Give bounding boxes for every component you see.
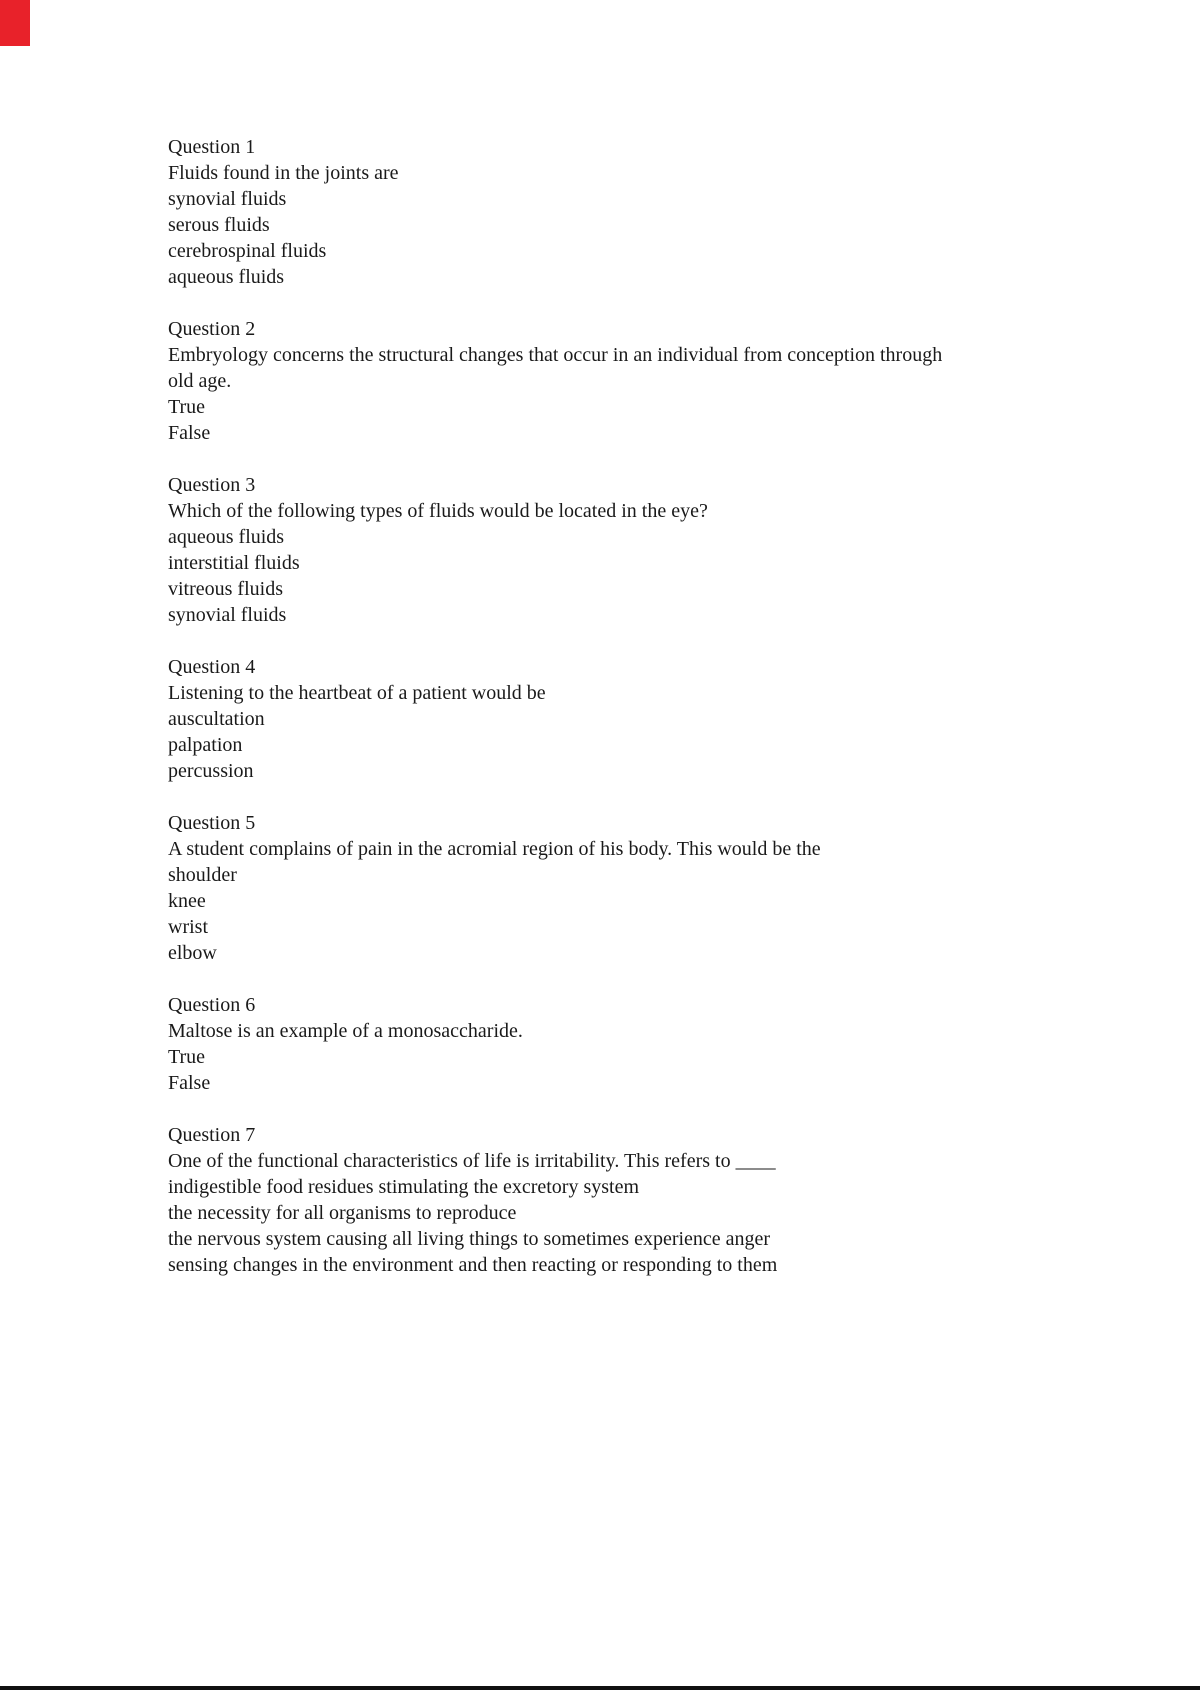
answer-option: percussion [168,760,254,782]
question-block-6 [168,992,946,1096]
answer-option: True [168,396,206,418]
question-block-7 [168,1122,946,1278]
answer-option: cerebrospinal fluids [168,240,327,262]
question-prompt: One of the functional characteristics of life is irritability. This refers to ____ [168,1150,776,1172]
answer-option: True [168,1046,206,1068]
quiz-content [168,134,946,1304]
question-prompt: Which of the following types of fluids would be located in the eye? [168,500,708,522]
answer-option: sensing changes in the environment and then reacting or responding to them [168,1254,778,1276]
answer-option: serous fluids [168,214,270,236]
answer-option: elbow [168,942,217,964]
answer-option: aqueous fluids [168,526,285,548]
question-block-5 [168,810,946,966]
answer-option: synovial fluids [168,188,287,210]
answer-option: the necessity for all organisms to reproduce [168,1202,517,1224]
answer-option: vitreous fluids [168,578,283,600]
answer-option: knee [168,890,206,912]
question-block-4 [168,654,946,784]
answer-option: auscultation [168,708,265,730]
question-title: Question 6 [168,994,256,1016]
question-prompt: Maltose is an example of a monosaccharide. [168,1020,523,1042]
answer-option: aqueous fluids [168,266,285,288]
question-title: Question 2 [168,318,256,340]
page-bottom-divider [0,1686,1200,1690]
question-prompt: Listening to the heartbeat of a patient would be [168,682,546,704]
answer-option: synovial fluids [168,604,287,626]
question-title: Question 5 [168,812,256,834]
answer-option: interstitial fluids [168,552,300,574]
answer-option: False [168,422,211,444]
question-title: Question 3 [168,474,256,496]
answer-option: indigestible food residues stimulating the excretory system [168,1176,640,1198]
answer-option: False [168,1072,211,1094]
question-block-3 [168,472,946,628]
answer-option: shoulder [168,864,237,886]
question-block-2 [168,316,946,446]
question-prompt: A student complains of pain in the acromial region of his body. This would be the [168,838,821,860]
answer-option: wrist [168,916,208,938]
answer-option: palpation [168,734,243,756]
red-corner-mark [0,0,30,46]
question-title: Question 1 [168,136,256,158]
question-prompt: Embryology concerns the structural changes that occur in an individual from conception through old age. [168,344,943,392]
question-title: Question 4 [168,656,256,678]
question-prompt: Fluids found in the joints are [168,162,399,184]
question-block-1 [168,134,946,290]
answer-option: the nervous system causing all living things to sometimes experience anger [168,1228,771,1250]
question-title: Question 7 [168,1124,256,1146]
